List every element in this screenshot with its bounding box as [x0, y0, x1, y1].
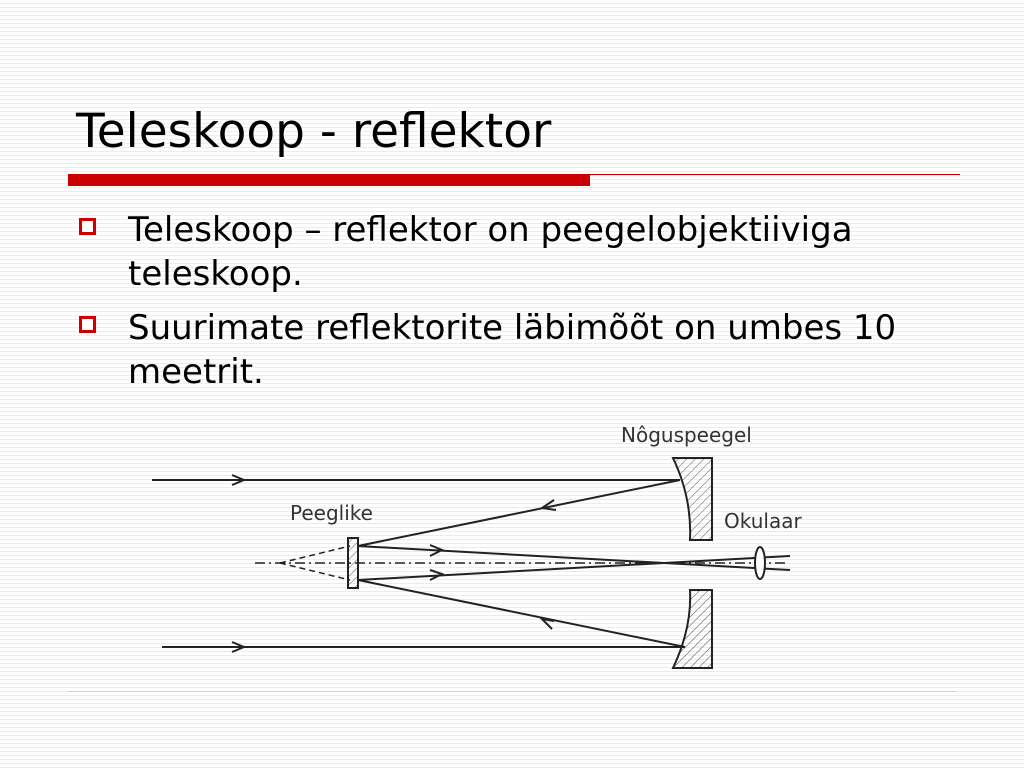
title-underline — [68, 174, 960, 186]
ray-to-eyepiece-bottom — [358, 556, 790, 580]
reflected-ray-bottom — [358, 580, 685, 647]
concave-mirror-bottom — [673, 590, 712, 668]
square-bullet-icon — [79, 316, 96, 333]
label-concave-mirror: Nôguspeegel — [621, 423, 752, 447]
virtual-ray-top — [280, 546, 350, 563]
eyepiece-lens — [755, 547, 765, 579]
bullet-item — [76, 208, 956, 296]
title-underline-thin — [590, 174, 960, 175]
reflector-telescope-diagram — [140, 420, 840, 680]
bullet-list — [76, 208, 956, 404]
bullet-text: Teleskoop – reflektor on peegelobjektiiviga teleskoop. — [128, 210, 853, 294]
title-underline-thick — [68, 174, 590, 186]
square-bullet-icon — [79, 218, 96, 235]
slide-title: Teleskoop - reflektor — [76, 104, 552, 159]
label-eyepiece: Okulaar — [724, 509, 802, 533]
arrow-icon — [542, 619, 554, 629]
reflected-ray-top — [358, 480, 680, 546]
label-flat-mirror: Peeglike — [290, 501, 373, 525]
bullet-item — [76, 306, 956, 394]
ray-to-eyepiece-top — [358, 546, 790, 570]
concave-mirror-top — [673, 458, 712, 540]
bullet-text: Suurimate reflektorite läbimõõt on umbes 10 meetrit. — [128, 308, 897, 392]
virtual-ray-bottom — [280, 563, 350, 580]
footer-divider — [68, 691, 956, 692]
